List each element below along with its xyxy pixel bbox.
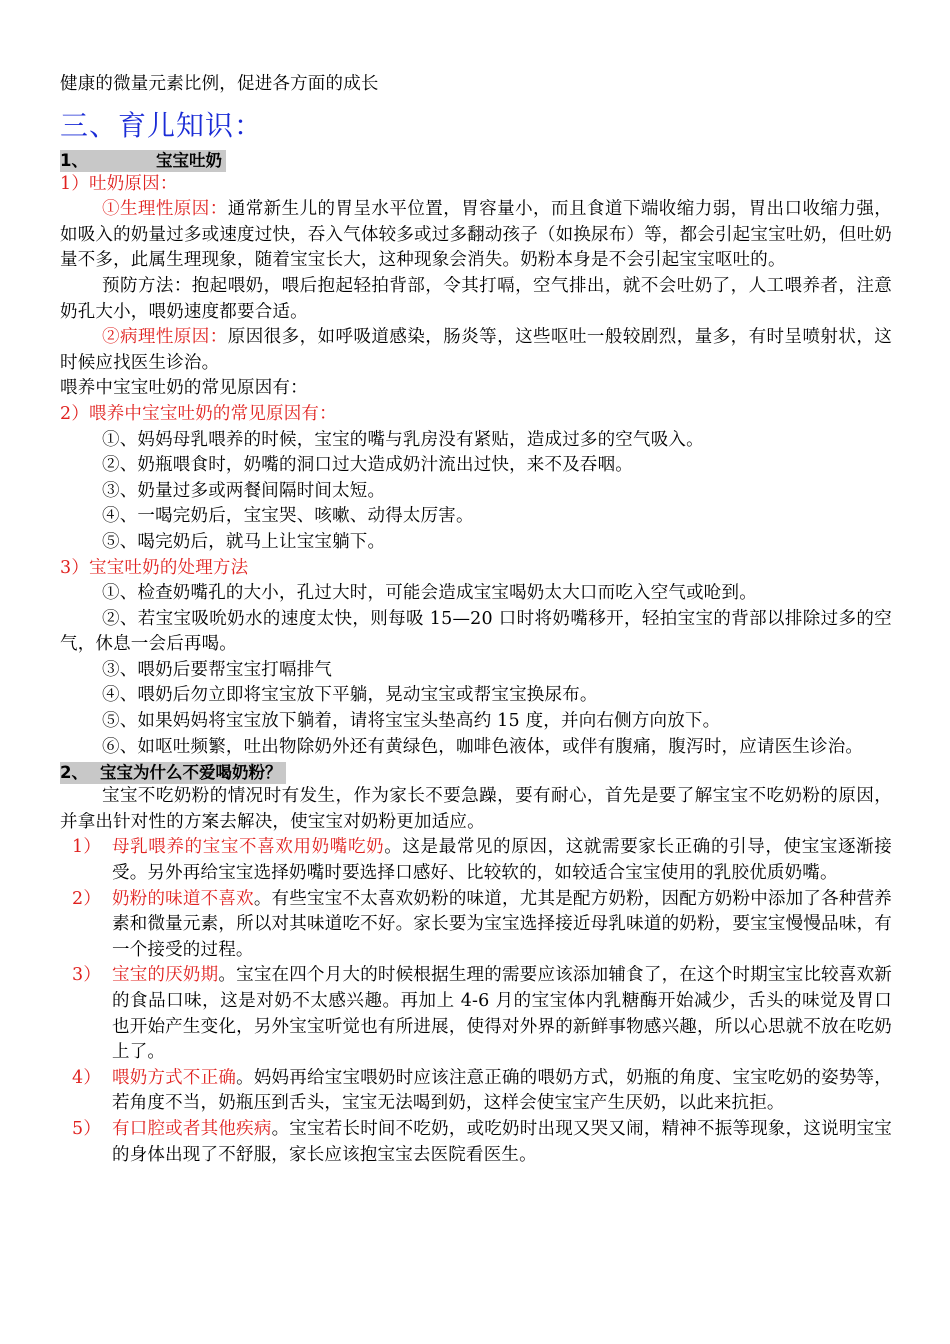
list-item: ②、若宝宝吸吮奶水的速度太快，则每吸 15—20 口时将奶嘴移开，轻拍宝宝的背部以排除过多的空气，休息一会后再喝。 — [60, 608, 892, 655]
item-number: 5） — [72, 1118, 102, 1139]
heading-s2-number: 2、 — [60, 763, 88, 783]
item-number: 1） — [72, 837, 102, 858]
list-item: ④、喂奶后勿立即将宝宝放下平躺，晃动宝宝或帮宝宝换尿布。 — [102, 685, 598, 706]
numbered-item: 5） 有口腔或者其他疾病。宝宝若长时间不吃奶，或吃奶时出现又哭又闹，精神不振等现象，这说明宝宝的身体出现了不舒服，家长应该抱宝宝去医院看医生。 — [72, 1118, 892, 1165]
list-item: ①、妈妈母乳喂养的时候，宝宝的嘴与乳房没有紧贴，造成过多的空气吸入。 — [102, 429, 704, 450]
item-number: 4） — [72, 1067, 102, 1088]
list-item: ⑥、如呕吐频繁，吐出物除奶外还有黄绿色，咖啡色液体，或伴有腹痛，腹泻时，应请医生诊治。 — [102, 736, 864, 757]
item-label: 喂奶方式不正确 — [112, 1067, 237, 1088]
heading-s2-title: 宝宝为什么不爱喝奶粉？ — [100, 763, 282, 783]
item-label: 有口腔或者其他疾病 — [112, 1118, 272, 1139]
subheading-handling: 3）宝宝吐奶的处理方法 — [60, 557, 249, 578]
paragraph-prevention: 预防方法：抱起喂奶，喂后抱起轻拍背部，令其打嗝，空气排出，就不会吐奶了，人工喂养者，注意奶孔大小，喂奶速度都要合适。 — [60, 275, 892, 322]
paragraph-common-causes: 喂养中宝宝吐奶的常见原因有： — [60, 378, 308, 399]
heading-s1-title: 宝宝吐奶 — [156, 150, 222, 170]
list-item: ③、喂奶后要帮宝宝打嗝排气 — [102, 659, 333, 680]
heading-s1 — [60, 150, 892, 172]
list-item: ③、奶量过多或两餐间隔时间太短。 — [102, 480, 386, 501]
paragraph-pathological: ②病理性原因：原因很多，如呼吸道感染，肠炎等，这些呕吐一般较剧烈，量多，有时呈喷射状，这时候应找医生诊治。 — [60, 327, 892, 373]
list-item: ⑤、喝完奶后，就马上让宝宝躺下。 — [102, 531, 386, 552]
list-item: ②、奶瓶喂食时，奶嘴的洞口过大造成奶汁流出过快，来不及吞咽。 — [102, 455, 633, 476]
paragraph-physiological: ①生理性原因：通常新生儿的胃呈水平位置，胃容量小，而且食道下端收缩力弱，胃出口收缩力强，如吸入的奶量过多或速度过快，吞入气体较多或过多翻动孩子（如换尿布）等，都会引起宝宝吐奶，但吐奶量不多，此属生理现象，随着宝宝长大，这种现象会消失。奶粉本身是不会引起宝宝呕吐的。 — [60, 199, 892, 271]
document-page — [60, 72, 892, 1168]
item-number: 2） — [72, 888, 102, 909]
paragraph-s2-intro: 宝宝不吃奶粉的情况时有发生，作为家长不要急躁，要有耐心，首先是要了解宝宝不吃奶粉的原因，并拿出针对性的方案去解决，使宝宝对奶粉更加适应。 — [60, 786, 892, 832]
list-item: ⑤、如果妈妈将宝宝放下躺着，请将宝宝头垫高约 15 度，并向右侧方向放下。 — [102, 711, 721, 732]
list-item: ①、检查奶嘴孔的大小，孔过大时，可能会造成宝宝喝奶太大口而吃入空气或呛到。 — [102, 583, 757, 604]
heading-s1-number: 1、 — [60, 150, 88, 170]
list-item: ④、一喝完奶后，宝宝哭、咳嗽、动得太厉害。 — [102, 506, 474, 527]
item-label: 奶粉的味道不喜欢 — [112, 888, 254, 909]
numbered-item: 4） 喂奶方式不正确。妈妈再给宝宝喂奶时应该注意正确的喂奶方式，奶瓶的角度、宝宝吃奶的姿势等，若角度不当，奶瓶压到舌头，宝宝无法喝到奶，这样会使宝宝产生厌奶，以此来抗拒。 — [72, 1067, 892, 1114]
section-title: 三、育儿知识： — [60, 108, 264, 142]
subheading-feeding-causes: 2）喂养中宝宝吐奶的常见原因有： — [60, 403, 337, 424]
label-physiological: ①生理性原因： — [102, 199, 228, 220]
heading-s2 — [60, 762, 892, 784]
item-number: 3） — [72, 965, 102, 986]
numbered-item: 2） 奶粉的味道不喜欢。有些宝宝不太喜欢奶粉的味道，尤其是配方奶粉，因配方奶粉中添加了各种营养素和微量元素，所以对其味道吃不好。家长要为宝宝选择接近母乳味道的奶粉，要宝宝慢慢品味，有一个接受的过程。 — [72, 888, 892, 960]
subheading-causes: 1）吐奶原因： — [60, 173, 178, 194]
item-label: 母乳喂养的宝宝不喜欢用奶嘴吃奶 — [112, 837, 385, 858]
numbered-item: 1） 母乳喂养的宝宝不喜欢用奶嘴吃奶。这是最常见的原因，这就需要家长正确的引导，使宝宝逐渐接受。另外再给宝宝选择奶嘴时要选择口感好、比较软的，如较适合宝宝使用的乳胶优质奶嘴。 — [72, 837, 892, 884]
item-label: 宝宝的厌奶期 — [112, 965, 219, 986]
numbered-item: 3） 宝宝的厌奶期。宝宝在四个月大的时候根据生理的需要应该添加辅食了，在这个时期宝宝比较喜欢新的食品口味，这是对奶不太感兴趣。再加上 4-6 月的宝宝体内乳糖酶开始减少，舌头的味觉及胃口也开始产生变化，另外宝宝听觉也有所进展，使得对外界的新鲜事物感兴趣，所以心思就不放在吃奶上了。 — [72, 965, 892, 1063]
label-pathological: ②病理性原因： — [102, 327, 228, 348]
intro-line: 健康的微量元素比例，促进各方面的成长 — [60, 74, 379, 94]
